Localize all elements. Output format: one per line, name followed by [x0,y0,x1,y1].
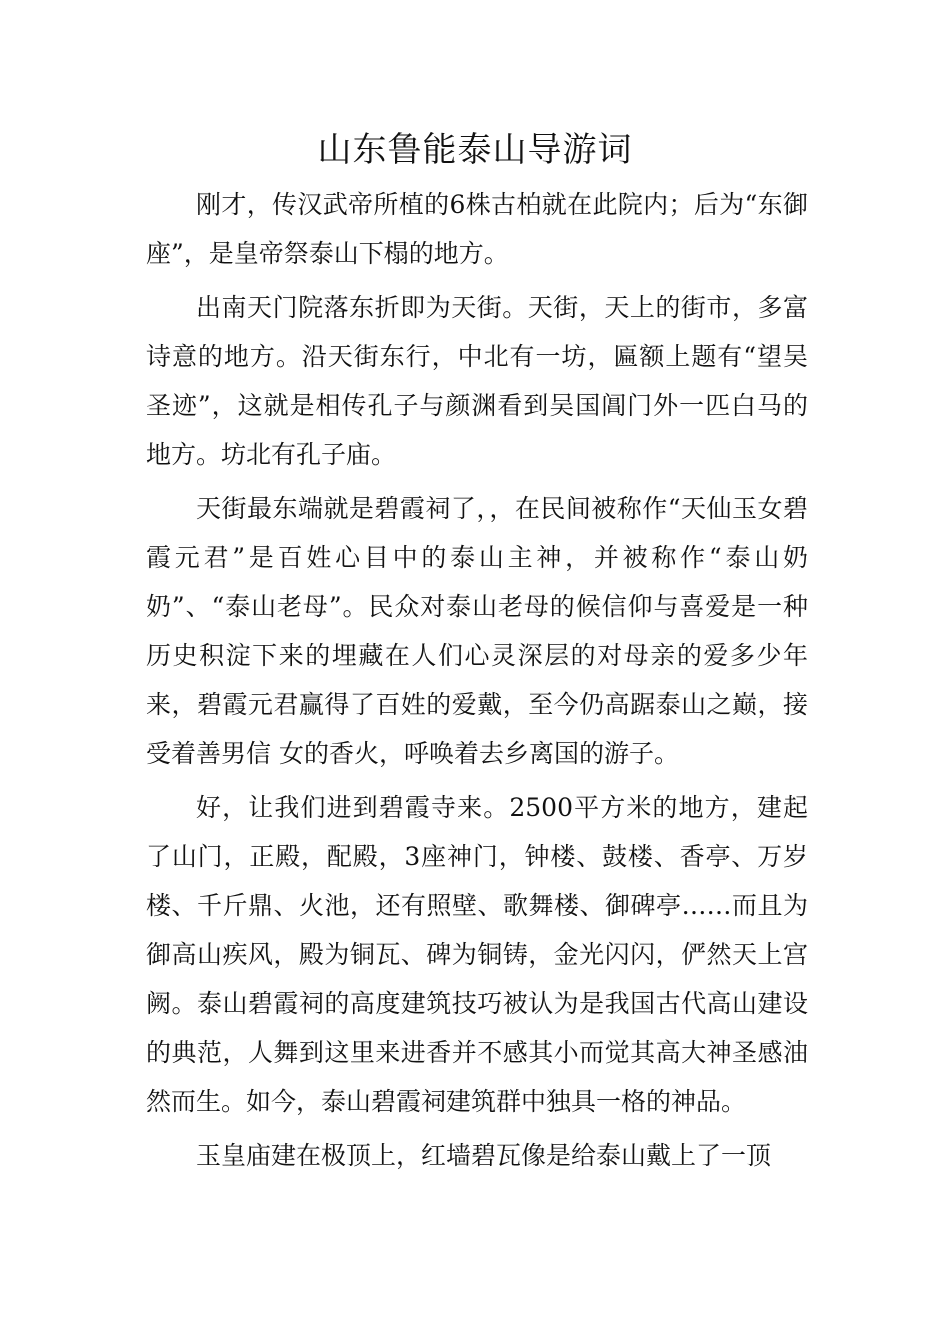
paragraph: 刚才，传汉武帝所植的6株古柏就在此院内；后为“东御座”，是皇帝祭泰山下榻的地方。 [146,190,808,268]
paragraph: 天街最东端就是碧霞祠了，，在民间被称作“天仙玉女碧霞元君”是百姓心目中的泰山主神，并被称作“泰山奶奶”、“泰山老母”。民众对泰山老母的候信仰与喜爱是一种历史积淀下来的埋藏在人们心灵深层的对母亲的爱多少年来，碧霞元君赢得了百姓的爱戴，至今仍高踞泰山之巅，接受着善男信 女的香火，呼唤着去乡离国的游子。 [146,494,808,768]
paragraph: 出南天门院落东折即为天街。天街，天上的街市，多富诗意的地方。沿天街东行，中北有一坊，匾额上题有“望吴圣迹”，这就是相传孔子与颜渊看到吴国阊门外一匹白马的地方。坊北有孔子庙。 [146,293,808,469]
paragraph: 好，让我们进到碧霞寺来。2500平方米的地方，建起了山门，正殿，配殿，3座神门，钟楼、鼓楼、香亭、万岁楼、千斤鼎、火池，还有照壁、歌舞楼、御碑亭……而且为御高山疾风，殿为铜瓦、碑为铜铸，金光闪闪，俨然天上宫阙。泰山碧霞祠的高度建筑技巧被认为是我国古代高山建设的典范，人舞到这里来进香并不感其小而觉其高大神圣感油然而生。如今，泰山碧霞祠建筑群中独具一格的神品。 [146,793,808,1116]
paragraph: 玉皇庙建在极顶上，红墙碧瓦像是给泰山戴上了一顶 [196,1141,772,1170]
document-title: 山东鲁能泰山导游词 [317,130,633,170]
document-body [146,180,808,1180]
